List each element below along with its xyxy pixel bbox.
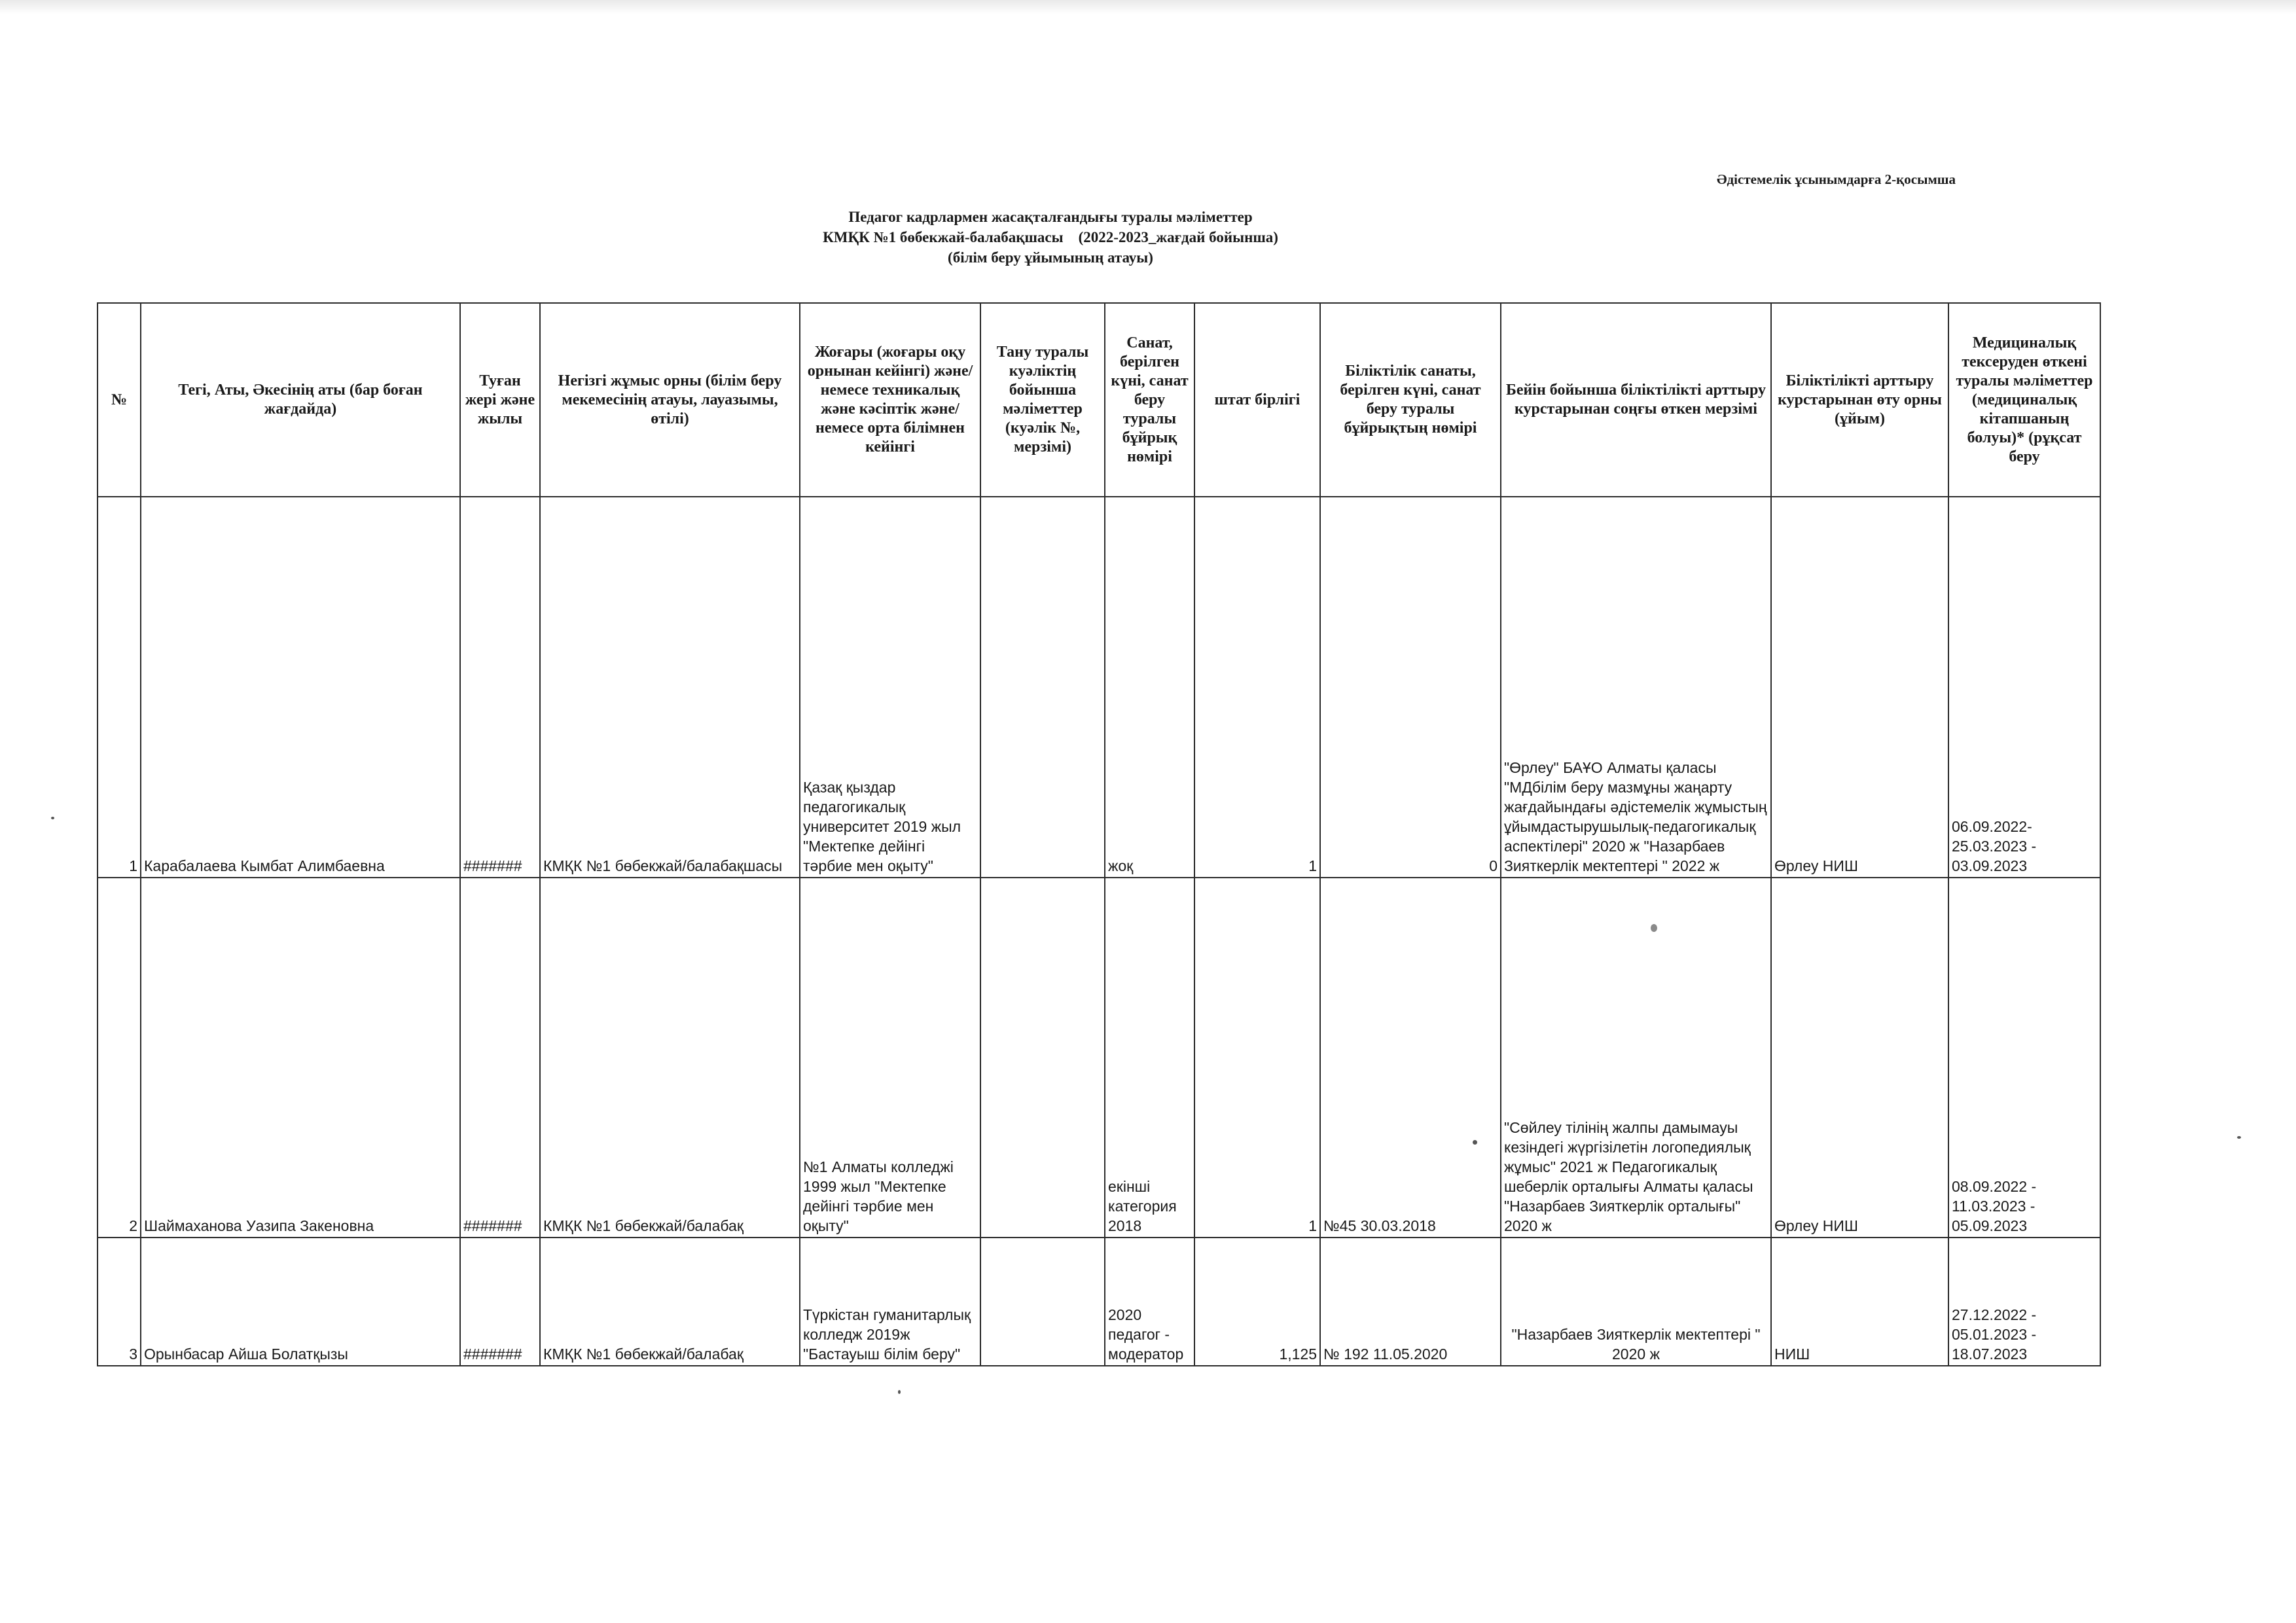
row-birth: ####### bbox=[460, 1238, 540, 1366]
header-staff-unit: штат бірлігі bbox=[1194, 303, 1320, 497]
header-category bbox=[1105, 303, 1194, 497]
table-row bbox=[98, 1238, 2100, 1366]
header-full-name: Тегі, Аты, Әкесінің аты (бар боған жағдайда) bbox=[141, 303, 460, 497]
row-name: Шаймаханова Уазипа Закеновна bbox=[141, 878, 460, 1238]
row-number: 2 bbox=[98, 878, 141, 1238]
header-category-text: Санат, берілген күні, санат беру туралы бұйрық нөмірі bbox=[1111, 334, 1189, 465]
header-medical bbox=[1948, 303, 2100, 497]
header-education-text: Жоғары (жоғары оқу орнынан кейінгі) және/немесе техникалық және кәсіптік және/немесе орта білімнен кейінгі bbox=[807, 344, 973, 455]
row-medical: 08.09.2022 - 11.03.2023 - 05.09.2023 bbox=[1948, 878, 2100, 1238]
scan-speck bbox=[898, 1390, 901, 1394]
header-course-place: Біліктілікті арттыру курстарынан өту орны (ұйым) bbox=[1771, 303, 1948, 497]
row-staff: 1,125 bbox=[1194, 1238, 1320, 1366]
row-qualification: № 192 11.05.2020 bbox=[1320, 1238, 1501, 1366]
row-birth: ####### bbox=[460, 497, 540, 878]
row-courses: "Өрлеу" БАҰО Алматы қаласы "МДбілім беру мазмұны жаңарту жағдайындағы әдістемелік жұмыстың ұйымдастырушылық-педагогикалық аспектілері" 2020 ж "Назарбаев Зияткерлік мектептері " 2022 ж bbox=[1501, 497, 1771, 878]
row-workplace: КМҚК №1 бөбекжай/балабақ bbox=[540, 878, 800, 1238]
row-workplace: КМҚК №1 бөбекжай/балабақ bbox=[540, 1238, 800, 1366]
scan-speck bbox=[1473, 1140, 1477, 1145]
table-row bbox=[98, 497, 2100, 878]
row-number: 1 bbox=[98, 497, 141, 878]
appendix-note: Әдістемелік ұсынымдарға 2-қосымша bbox=[1717, 171, 1956, 187]
row-category: жоқ bbox=[1105, 497, 1194, 878]
row-course-place: НИШ bbox=[1771, 1238, 1948, 1366]
row-medical: 06.09.2022-25.03.2023 - 03.09.2023 bbox=[1948, 497, 2100, 878]
header-birth: Туған жері және жылы bbox=[460, 303, 540, 497]
row-course-place: Өрлеу НИШ bbox=[1771, 878, 1948, 1238]
row-qualification: 0 bbox=[1320, 497, 1501, 878]
table-row bbox=[98, 878, 2100, 1238]
document-title bbox=[0, 207, 2101, 268]
staff-table bbox=[97, 302, 2101, 1366]
row-workplace: КМҚК №1 бөбекжай/балабақшасы bbox=[540, 497, 800, 878]
header-number: № bbox=[98, 303, 141, 497]
row-certificate bbox=[980, 1238, 1105, 1366]
scan-speck bbox=[2237, 1136, 2241, 1139]
row-certificate bbox=[980, 878, 1105, 1238]
header-workplace: Негізгі жұмыс орны (білім беру мекемесінің атауы, лауазымы, өтілі) bbox=[540, 303, 800, 497]
row-birth: ####### bbox=[460, 878, 540, 1238]
row-courses: "Сөйлеу тілінің жалпы дамымауы кезіндегі жүргізілетін логопедиялық жұмыс" 2021 ж Педагогикалық шеберлік орталығы Алматы қаласы "Назарбаев Зияткерлік орталығы" 2020 ж bbox=[1501, 878, 1771, 1238]
row-medical: 27.12.2022 - 05.01.2023 - 18.07.2023 bbox=[1948, 1238, 2100, 1366]
row-number: 3 bbox=[98, 1238, 141, 1366]
scan-edge bbox=[0, 0, 2296, 14]
row-name: Карабалаева Кымбат Алимбаевна bbox=[141, 497, 460, 878]
header-row bbox=[98, 303, 2100, 497]
scan-speck bbox=[1651, 924, 1657, 932]
row-course-place: Өрлеу НИШ bbox=[1771, 497, 1948, 878]
row-category: екінші категория 2018 bbox=[1105, 878, 1194, 1238]
header-education bbox=[800, 303, 980, 497]
row-qualification: №45 30.03.2018 bbox=[1320, 878, 1501, 1238]
row-staff: 1 bbox=[1194, 878, 1320, 1238]
title-line-2: КМҚК №1 бөбекжай-балабақшасы (2022-2023_жағдай бойынша) bbox=[823, 229, 1278, 245]
row-name: Орынбасар Айша Болатқызы bbox=[141, 1238, 460, 1366]
row-staff: 1 bbox=[1194, 497, 1320, 878]
row-education: Түркістан гуманитарлық колледж 2019ж "Бастауыш білім беру" bbox=[800, 1238, 980, 1366]
row-courses: "Назарбаев Зияткерлік мектептері " 2020 ж bbox=[1501, 1238, 1771, 1366]
title-line-1: Педагог кадрлармен жасақталғандығы туралы мәліметтер bbox=[848, 209, 1253, 225]
header-courses: Бейін бойынша біліктілікті арттыру курстарынан соңғы өткен мерзімі bbox=[1501, 303, 1771, 497]
row-certificate bbox=[980, 497, 1105, 878]
row-education: №1 Алматы колледжі 1999 жыл "Мектепке дейінгі тәрбие мен оқыту" bbox=[800, 878, 980, 1238]
row-category: 2020 педагог - модератор bbox=[1105, 1238, 1194, 1366]
header-certificate: Тану туралы куәліктің бойынша мәліметтер (куәлік №, мерзімі) bbox=[980, 303, 1105, 497]
title-line-3: (білім беру ұйымының атауы) bbox=[948, 249, 1153, 266]
scan-speck bbox=[51, 817, 54, 819]
header-qualification: Біліктілік санаты, берілген күні, санат беру туралы бұйрықтың нөмірі bbox=[1320, 303, 1501, 497]
header-medical-text: Медициналық тексеруден өткені туралы мәліметтер (медициналық кітапшаның болуы)* (рұқсат беру bbox=[1956, 334, 2093, 465]
row-education: Қазақ қыздар педагогикалық университет 2019 жыл "Мектепке дейінгі тәрбие мен оқыту" bbox=[800, 497, 980, 878]
